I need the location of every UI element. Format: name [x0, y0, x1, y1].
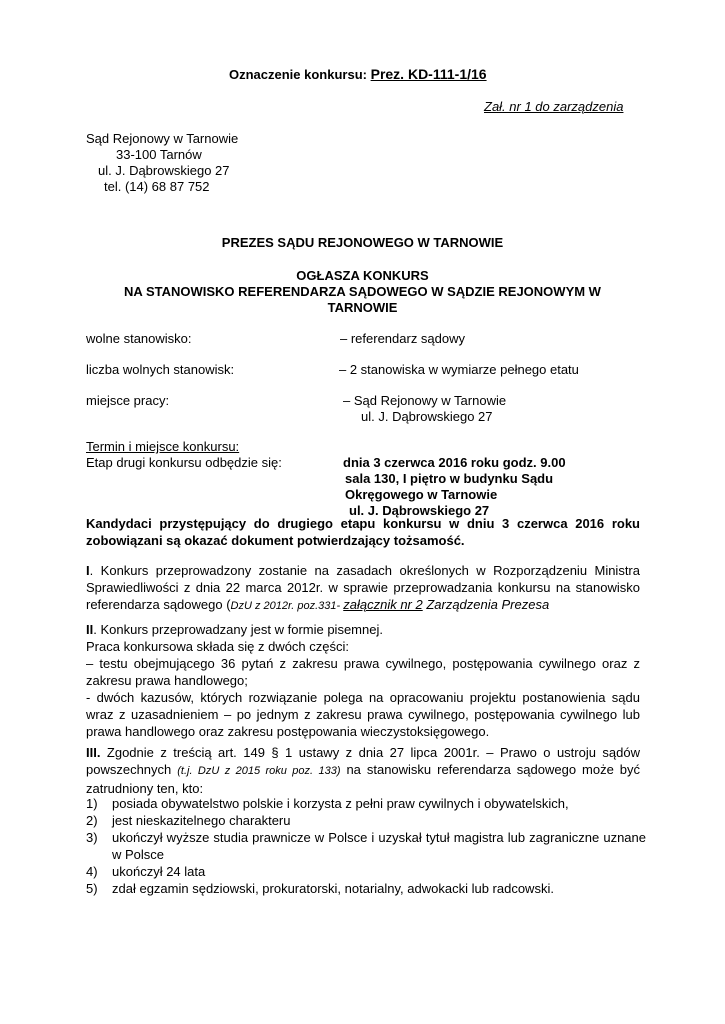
stage-label: Etap drugi konkursu odbędzie się: — [86, 455, 282, 470]
count-label: liczba wolnych stanowisk: — [86, 362, 235, 377]
position-label: wolne stanowisko: — [86, 331, 192, 346]
section-1 — [86, 562, 640, 615]
place-value-1: – Sąd Rejonowy w Tarnowie — [343, 393, 507, 408]
place-label: miejsce pracy: — [86, 393, 170, 408]
requirement-text: zdał egzamin sędziowski, prokuratorski, notarialny, adwokacki lub radcowski. — [112, 881, 554, 896]
title-announces: OGŁASZA KONKURS — [296, 268, 429, 283]
section-3-ref: (t.j. DzU z 2015 roku poz. 133) — [177, 765, 341, 777]
title-city: TARNOWIE — [327, 300, 398, 315]
section-2-item-1: – testu obejmującego 36 pytań z zakresu prawa cywilnego, postępowania cywilnego oraz z zakresu prawa handlowego; — [86, 656, 640, 688]
schedule-building: Okręgowego w Tarnowie — [345, 487, 498, 502]
attachment-note: Zał. nr 1 do zarządzenia — [484, 99, 624, 114]
title-position: NA STANOWISKO REFERENDARZA SĄDOWEGO W SĄDZIE REJONOWYM W — [124, 284, 601, 299]
schedule-date: dnia 3 czerwca 2016 roku godz. 9.00 — [343, 455, 566, 470]
requirement-item — [86, 829, 646, 863]
requirement-number: 5) — [86, 881, 98, 896]
section-2-text: . Konkurs przeprowadzany jest w formie pisemnej. — [93, 622, 383, 637]
section-2-item-2: - dwóch kazusów, których rozwiązanie polega na opracowaniu projektu postanowienia sądu wraz z uzasadnieniem – po jednym z zakresu prawa cywilnego, postępowania cywilnego lub prawa handlowego oraz zakresu postępowania wieczystoksięgowego. — [86, 690, 640, 739]
section-2-line-1 — [86, 621, 640, 638]
requirement-number: 2) — [86, 813, 98, 828]
requirement-text: ukończył 24 lata — [112, 864, 206, 879]
count-value: – 2 stanowiska w wymiarze pełnego etatu — [339, 362, 579, 377]
address-line-2: 33-100 Tarnów — [116, 147, 202, 162]
requirement-number: 4) — [86, 864, 98, 879]
competition-label: Oznaczenie konkursu: — [229, 67, 367, 82]
section-1-number: I — [86, 563, 90, 578]
address-line-1: Sąd Rejonowy w Tarnowie — [86, 131, 239, 146]
requirement-item — [86, 795, 646, 812]
address-line-3: ul. J. Dąbrowskiego 27 — [98, 163, 230, 178]
section-3-text: Zgodnie z treścią art. 149 § 1 ustawy z dnia 27 lipca 2001r. – Prawo o ustroju sądów powszechnych — [86, 745, 640, 777]
title-president: PREZES SĄDU REJONOWEGO W TARNOWIE — [221, 235, 504, 250]
competition-code: Prez. KD-111-1/16 — [370, 66, 487, 82]
section-2-line-2: Praca konkursowa składa się z dwóch części: — [86, 639, 350, 654]
schedule-address: ul. J. Dąbrowskiego 27 — [349, 503, 490, 518]
section-1-annex: załącznik nr 2 — [343, 597, 423, 612]
requirement-number: 1) — [86, 796, 98, 811]
section-1-annex-tail: Zarządzenia Prezesa — [422, 597, 550, 612]
section-2-number: II — [86, 622, 94, 637]
requirement-text: posiada obywatelstwo polskie i korzysta z pełni praw cywilnych i obywatelskich, — [112, 796, 569, 811]
id-notice: Kandydaci przystępujący do drugiego etapu konkursu w dniu 3 czerwca 2016 roku zobowiązani są okazać dokument potwierdzający tożsamość. — [86, 516, 640, 548]
schedule-room: sala 130, I piętro w budynku Sądu — [345, 471, 554, 486]
place-value-2: ul. J. Dąbrowskiego 27 — [361, 409, 493, 424]
section-1-ref: DzU z 2012r. poz.331- — [230, 600, 344, 612]
section-1-text: . Konkurs przeprowadzony zostanie na zasadach określonych w Rozporządzeniu Ministra Sprawiedliwości z dnia 22 marca 2012r. w sprawie przeprowadzania konkursu na stanowisko referendarza sądowego ( — [86, 563, 640, 612]
requirement-text: jest nieskazitelnego charakteru — [112, 813, 291, 828]
requirement-number: 3) — [86, 830, 98, 845]
address-phone: tel. (14) 68 87 752 — [104, 179, 210, 194]
schedule-heading: Termin i miejsce konkursu: — [86, 439, 240, 454]
section-3 — [86, 744, 640, 797]
requirement-item — [86, 863, 646, 880]
requirement-item — [86, 812, 646, 829]
section-3-text-2: na stanowisku referendarza sądowego może być zatrudniony ten, kto: — [86, 762, 640, 796]
requirement-text: ukończył wyższe studia prawnicze w Polsce i uzyskał tytuł magistra lub zagraniczne uznane w Polsce — [112, 830, 646, 862]
requirement-item — [86, 880, 646, 897]
position-value: – referendarz sądowy — [340, 331, 466, 346]
section-3-number: III. — [86, 745, 101, 760]
competition-designation — [229, 66, 487, 82]
